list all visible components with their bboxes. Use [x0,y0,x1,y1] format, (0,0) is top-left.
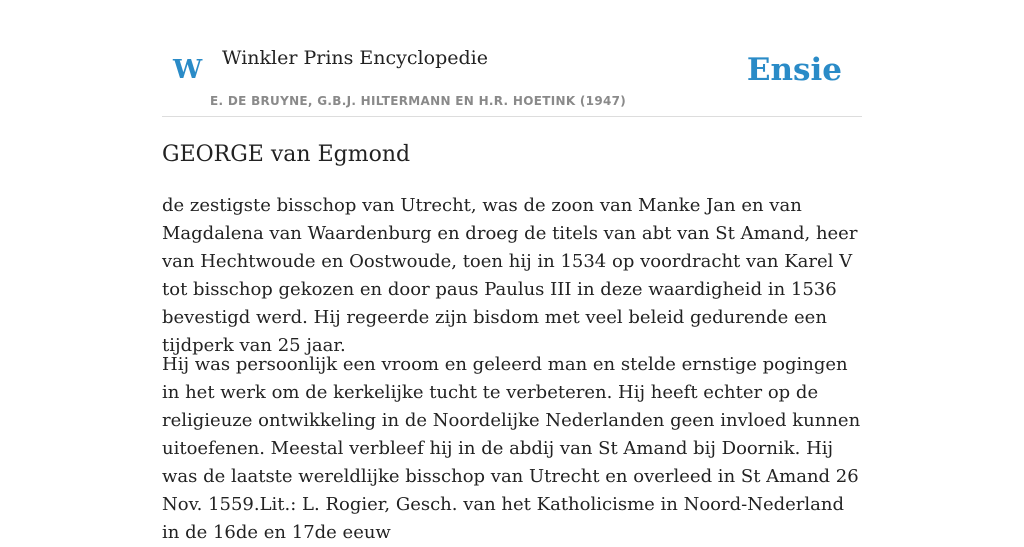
article-paragraph-2: Hij was persoonlijk een vroom en geleerd man en stelde ernstige pogingen in het werk om de kerkelijke tucht te verbeteren. Hij heeft echter op de religieuze ontwikkeling in de Noordelijke Nederlanden geen invloed kunnen uitoefenen. Meestal verbleef hij in de abdij van St Amand bij Doornik. Hij was de laatste wereldlijke bisschop van Utrecht en overleed in St Amand 26 Nov. 1559.Lit.: L. Rogier, Gesch. van het Katholicisme in Noord-Nederland in de 16de en 17de eeuw [162,354,861,543]
page [162,0,862,543]
authors-line: E. DE BRUYNE, G.B.J. HILTERMANN EN H.R. HOETINK (1947) [210,94,627,108]
logo-w-icon[interactable]: W [173,55,203,85]
article-paragraph-1: de zestigste bisschop van Utrecht, was de zoon van Manke Jan en van Magdalena van Waardenburg en droeg de titels van abt van St Amand, heer van Hechtwoude en Oostwoude, toen hij in 1534 op voordracht van Karel V tot bisschop gekozen en door paus Paulus III in deze waardigheid in 1536 bevestigd werd. Hij regeerde zijn bisdom met veel beleid gedurende een tijdperk van 25 jaar. [162,195,858,356]
ensie-logo-link[interactable]: Ensie [746,52,842,88]
article-title: GEORGE van Egmond [162,142,411,167]
encyclopedia-title[interactable]: Winkler Prins Encyclopedie [222,47,488,69]
header [162,0,862,117]
